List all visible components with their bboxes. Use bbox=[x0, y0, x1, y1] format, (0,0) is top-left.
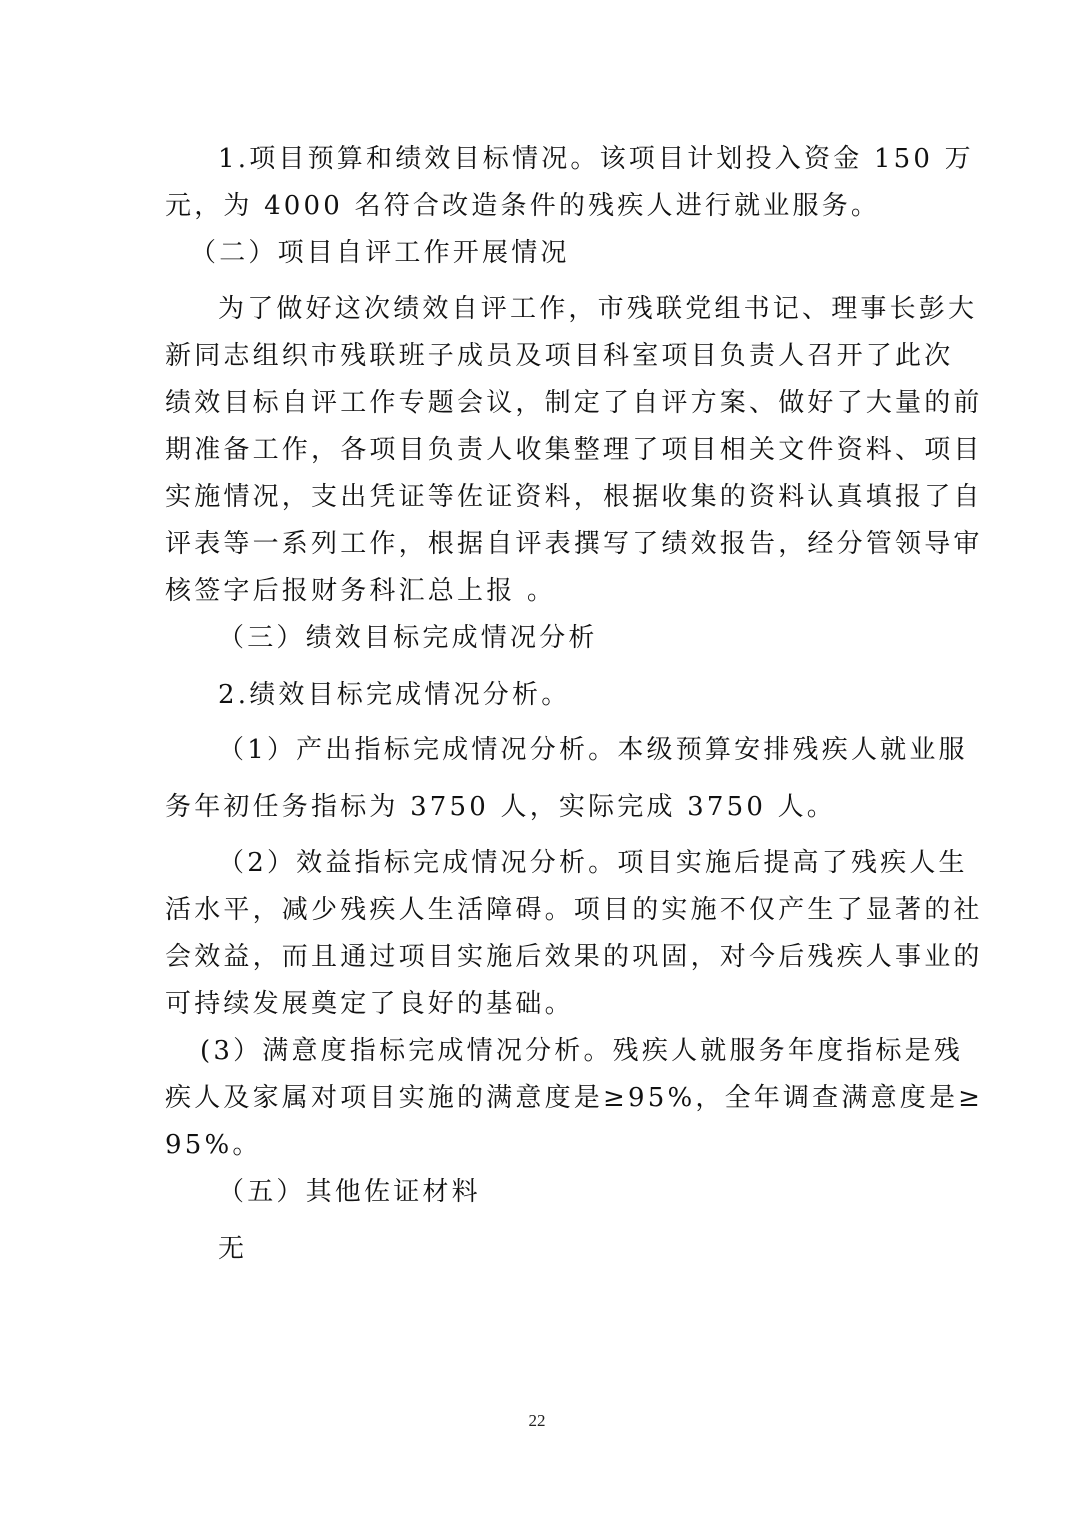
section-heading: （五）其他佐证材料 bbox=[218, 1177, 481, 1207]
text-line: 新同志组织市残联班子成员及项目科室项目负责人召开了此次 bbox=[165, 341, 954, 371]
text-line: 1.项目预算和绩效目标情况。该项目计划投入资金 150 万 bbox=[218, 144, 974, 174]
text-line: 期准备工作，各项目负责人收集整理了项目相关文件资料、项目 bbox=[165, 435, 983, 465]
text-line: 为了做好这次绩效自评工作，市残联党组书记、理事长彭大 bbox=[218, 294, 978, 324]
text-line: 核签字后报财务科汇总上报 。 bbox=[165, 576, 557, 606]
text-line: 95%。 bbox=[165, 1130, 262, 1160]
text-line: 活水平，减少残疾人生活障碍。项目的实施不仅产生了显著的社 bbox=[165, 895, 983, 925]
text-line: 绩效目标自评工作专题会议，制定了自评方案、做好了大量的前 bbox=[165, 388, 983, 418]
text-line: （1）产出指标完成情况分析。本级预算安排残疾人就业服 bbox=[218, 735, 968, 765]
section-heading: （二）项目自评工作开展情况 bbox=[190, 238, 570, 268]
text-line: 无 bbox=[218, 1234, 248, 1264]
text-line: 务年初任务指标为 3750 人，实际完成 3750 人。 bbox=[165, 792, 836, 822]
text-line: 评表等一系列工作，根据自评表撰写了绩效报告，经分管领导审 bbox=[165, 529, 983, 559]
text-line: 可持续发展奠定了良好的基础。 bbox=[165, 989, 574, 1019]
text-line: 实施情况，支出凭证等佐证资料，根据收集的资料认真填报了自 bbox=[165, 482, 983, 512]
text-line: 元，为 4000 名符合改造条件的残疾人进行就业服务。 bbox=[165, 191, 881, 221]
text-line: 会效益，而且通过项目实施后效果的巩固，对今后残疾人事业的 bbox=[165, 942, 983, 972]
page-number: 22 bbox=[528, 1411, 546, 1430]
text-line: （2）效益指标完成情况分析。项目实施后提高了残疾人生 bbox=[218, 848, 968, 878]
section-heading: （三）绩效目标完成情况分析 bbox=[218, 623, 598, 653]
text-line: 疾人及家属对项目实施的满意度是≥95%，全年调查满意度是≥ bbox=[165, 1083, 984, 1113]
text-line: (3）满意度指标完成情况分析。残疾人就服务年度指标是残 bbox=[200, 1036, 964, 1066]
text-line: 2.绩效目标完成情况分析。 bbox=[218, 680, 571, 710]
